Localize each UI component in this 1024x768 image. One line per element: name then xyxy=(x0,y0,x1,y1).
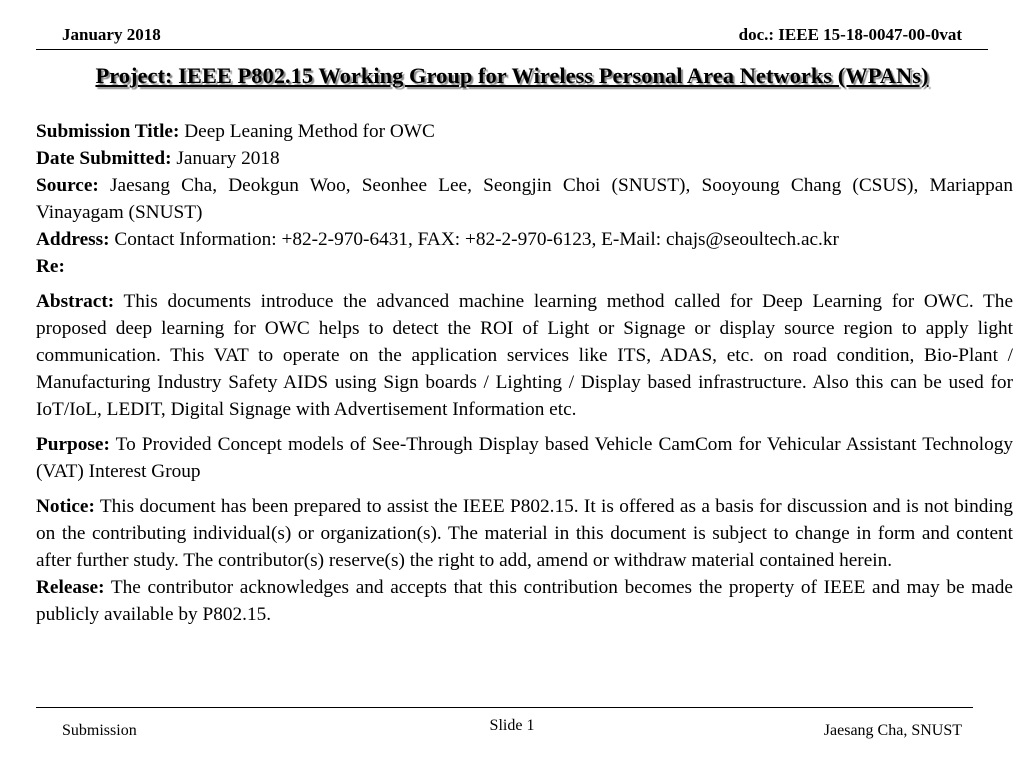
release-field xyxy=(36,574,1013,628)
header-divider xyxy=(36,49,988,50)
address-label: Address: xyxy=(36,229,110,250)
document-body xyxy=(36,118,1013,628)
notice-field xyxy=(36,493,1013,574)
slide-number: Slide 1 xyxy=(489,717,535,734)
notice-value: This document has been prepared to assist the IEEE P802.15. It is offered as a basis for discussion and is not binding on the contributing individual(s) or organization(s). The material in this document is subject to change in form and content after further study. The contributor(s) reserve(s) the right to add, amend or withdraw material contained herein. xyxy=(36,496,1013,571)
re-label: Re: xyxy=(36,256,65,277)
header-date: January 2018 xyxy=(62,25,161,44)
submission-title-label: Submission Title: xyxy=(36,121,180,142)
address-value: Contact Information: +82-2-970-6431, FAX: +82-2-970-6123, E-Mail: chajs@seoultech.ac.kr xyxy=(109,229,839,250)
abstract-label: Abstract: xyxy=(36,291,115,312)
re-field xyxy=(36,253,1013,280)
date-submitted-field xyxy=(36,145,1013,172)
purpose-field xyxy=(36,431,1013,485)
header-doc-id: doc.: IEEE 15-18-0047-00-0vat xyxy=(738,25,962,44)
source-label: Source: xyxy=(36,175,99,196)
footer-submission: Submission xyxy=(62,722,137,739)
footer-divider xyxy=(36,707,973,708)
submission-title-field xyxy=(36,118,1013,145)
source-value: Jaesang Cha, Deokgun Woo, Seonhee Lee, Seongjin Choi (SNUST), Sooyoung Chang (CSUS), Mariappan Vinayagam (SNUST) xyxy=(36,175,1013,223)
abstract-value: This documents introduce the advanced machine learning method called for Deep Learning for OWC. The proposed deep learning for OWC helps to detect the ROI of Light or Signage or display source region to apply light communication. This VAT to operate on the application services like ITS, ADAS, etc. on road condition, Bio-Plant / Manufacturing Industry Safety AIDS using Sign boards / Lighting / Display based infrastructure. Also this can be used for IoT/IoL, LEDIT, Digital Signage with Advertisement Information etc. xyxy=(36,291,1013,420)
release-label: Release: xyxy=(36,577,105,598)
source-field xyxy=(36,172,1013,226)
release-value: The contributor acknowledges and accepts that this contribution becomes the property of IEEE and may be made publicly available by P802.15. xyxy=(36,577,1013,625)
abstract-field xyxy=(36,288,1013,423)
address-field xyxy=(36,226,1013,253)
project-title: Project: IEEE P802.15 Working Group for Wireless Personal Area Networks (WPANs) xyxy=(95,63,929,88)
purpose-value: To Provided Concept models of See-Through Display based Vehicle CamCom for Vehicular Assistant Technology (VAT) Interest Group xyxy=(36,434,1013,482)
notice-label: Notice: xyxy=(36,496,95,517)
date-submitted-value: January 2018 xyxy=(171,148,280,169)
purpose-label: Purpose: xyxy=(36,434,110,455)
footer-author: Jaesang Cha, SNUST xyxy=(823,722,962,739)
submission-title-value: Deep Leaning Method for OWC xyxy=(179,121,435,142)
date-submitted-label: Date Submitted: xyxy=(36,148,172,169)
